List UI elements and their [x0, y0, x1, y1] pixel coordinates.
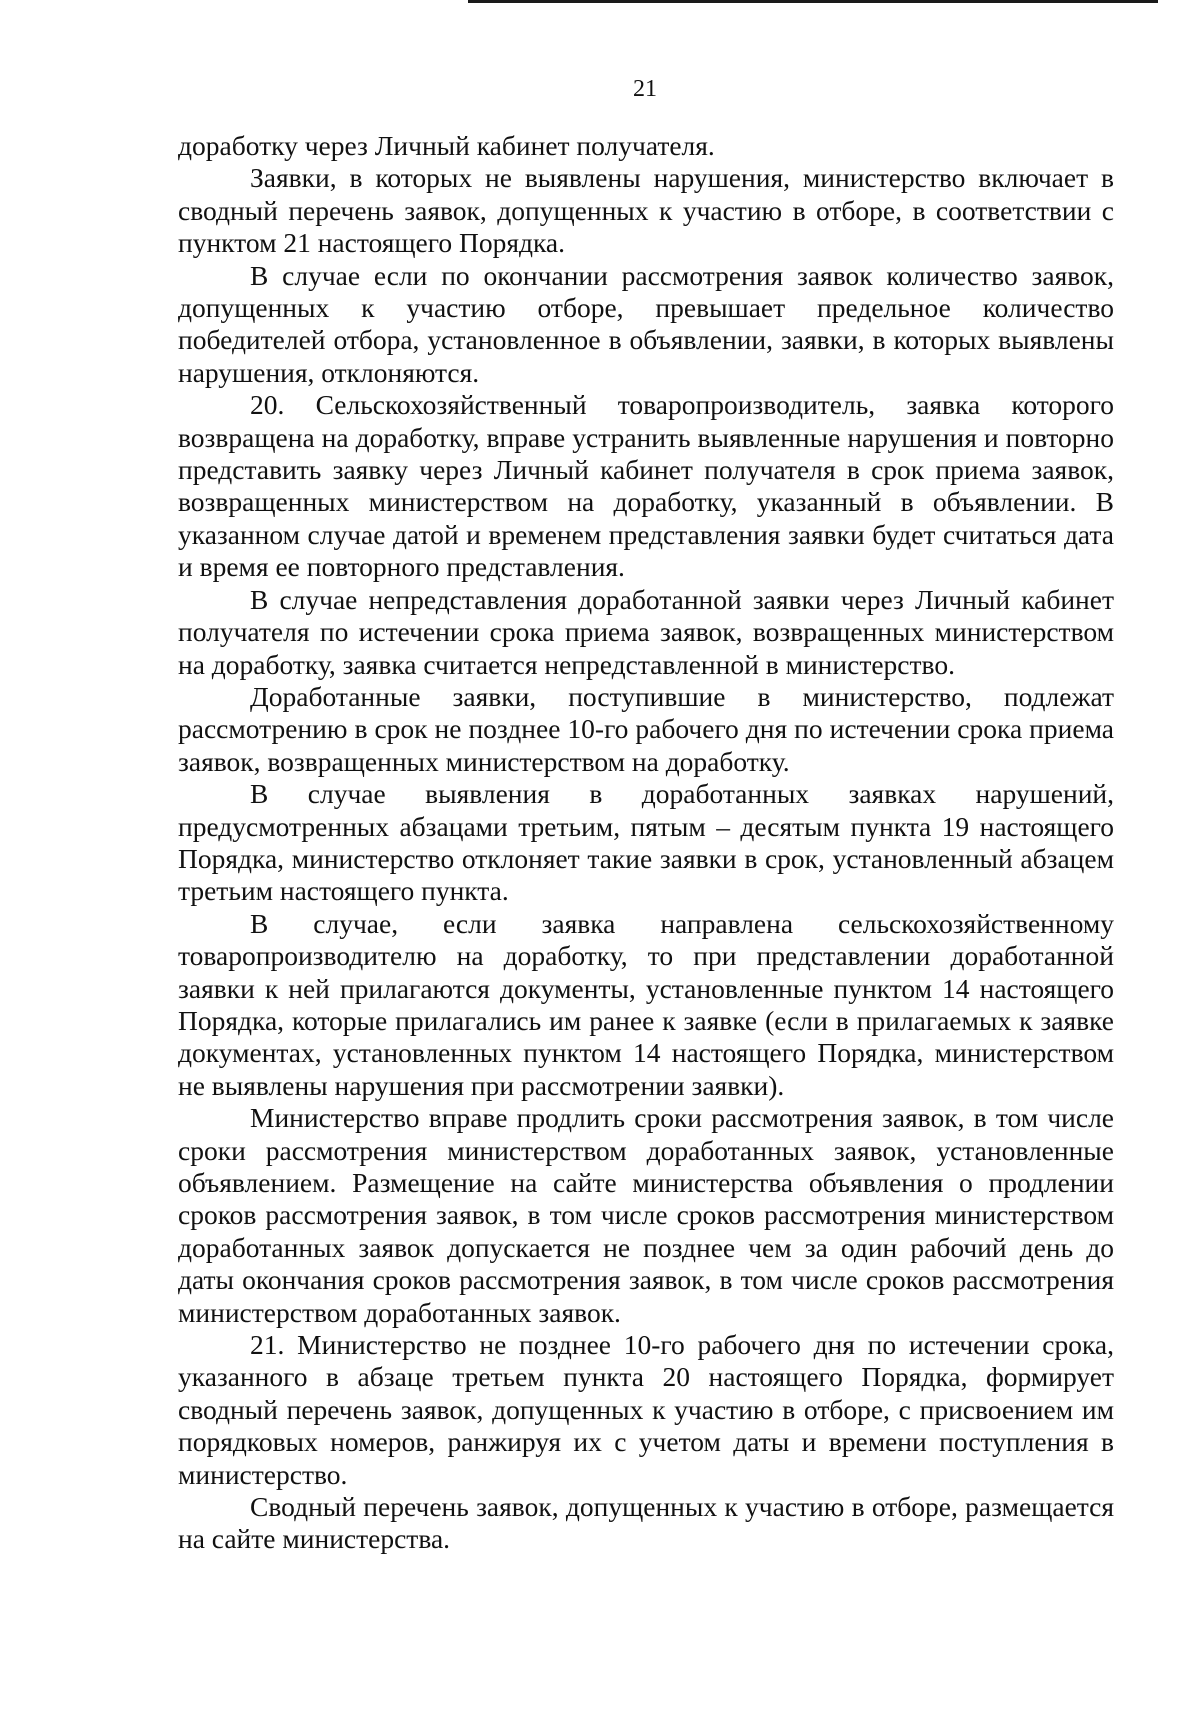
paragraph: Министерство вправе продлить сроки рассмотрения заявок, в том числе сроки рассмотрения министерством доработанных заявок, установленные объявлением. Размещение на сайте министерства объявления о продлении сроков рассмотрения заявок, в том числе сроков рассмотрения министерством доработанных заявок допускается не позднее чем за один рабочий день до даты окончания сроков рассмотрения заявок, в том числе сроков рассмотрения министерством доработанных заявок.	[178, 1102, 1114, 1328]
paragraph: В случае если по окончании рассмотрения заявок количество заявок, допущенных к участию отборе, превышает предельное количество победителей отбора, установленное в объявлении, заявки, в которых выявлены нарушения, отклоняются.	[178, 259, 1114, 388]
paragraph: Заявки, в которых не выявлены нарушения, министерство включает в сводный перечень заявок, допущенных к участию в отборе, в соответствии с пунктом 21 настоящего Порядка.	[178, 162, 1114, 259]
paragraph: В случае выявления в доработанных заявках нарушений, предусмотренных абзацами третьим, пятым – десятым пункта 19 настоящего Порядка, министерство отклоняет такие заявки в срок, установленный абзацем третьим настоящего пункта.	[178, 778, 1114, 907]
page-number: 21	[633, 76, 657, 102]
paragraph: 21. Министерство не позднее 10-го рабочего дня по истечении срока, указанного в абзаце третьем пункта 20 настоящего Порядка, формирует сводный перечень заявок, допущенных к участию в отборе, с присвоением им порядковых номеров, ранжируя их с учетом даты и времени поступления в министерство.	[178, 1329, 1114, 1490]
paragraph: Доработанные заявки, поступившие в министерство, подлежат рассмотрению в срок не позднее 10-го рабочего дня по истечении срока приема заявок, возвращенных министерством на доработку.	[178, 680, 1114, 777]
paragraph: В случае непредставления доработанной заявки через Личный кабинет получателя по истечении срока приема заявок, возвращенных министерством на доработку, заявка считается непредставленной в министерство.	[178, 583, 1114, 680]
paragraph: Сводный перечень заявок, допущенных к участию в отборе, размещается на сайте министерства.	[178, 1491, 1114, 1555]
document-body	[178, 130, 1114, 1556]
paragraph: В случае, если заявка направлена сельскохозяйственному товаропроизводителю на доработку, то при представлении доработанной заявки к ней прилагаются документы, установленные пунктом 14 настоящего Порядка, которые прилагались им ранее к заявке (если в прилагаемых к заявке документах, установленных пунктом 14 настоящего Порядка, министерством не выявлены нарушения при рассмотрении заявки).	[178, 907, 1114, 1101]
paragraph: 20. Сельскохозяйственный товаропроизводитель, заявка которого возвращена на доработку, вправе устранить выявленные нарушения и повторно представить заявку через Личный кабинет получателя в срок приема заявок, возвращенных министерством на доработку, указанный в объявлении. В указанном случае датой и временем представления заявки будет считаться дата и время ее повторного представления.	[178, 389, 1114, 583]
top-rule	[468, 0, 1158, 3]
paragraph: доработку через Личный кабинет получателя.	[178, 130, 715, 161]
